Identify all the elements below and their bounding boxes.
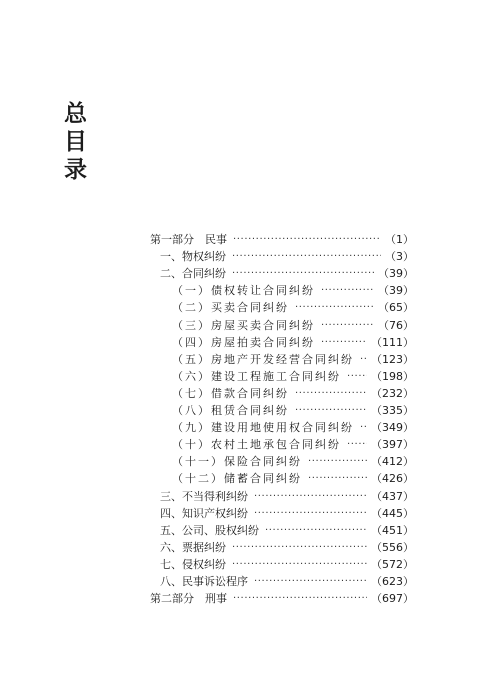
- toc-dot-leader: [233, 591, 367, 607]
- toc-entry-page: （65）: [378, 301, 414, 315]
- toc-entry[interactable]: [160, 489, 414, 505]
- toc-dot-leader: [308, 471, 367, 487]
- toc-dot-leader: [308, 454, 367, 470]
- toc-entry-title: （四）房屋拍卖合同纠纷: [172, 335, 315, 349]
- toc-entry-title: （十一）保险合同纠纷: [172, 455, 302, 469]
- toc-dot-leader: [295, 386, 367, 402]
- toc-entry-title: 六、票据纠纷: [160, 540, 226, 554]
- toc-entry[interactable]: [172, 471, 414, 487]
- toc-entry-title: 四、知识产权纠纷: [160, 506, 248, 520]
- toc-dot-leader: [360, 420, 367, 436]
- toc-entry-title: （十）农村土地承包合同纠纷: [172, 438, 341, 452]
- toc-entry[interactable]: [160, 540, 414, 556]
- toc-dot-leader: [232, 266, 374, 282]
- toc-entry-page: （39）: [378, 267, 414, 281]
- toc-entry[interactable]: [172, 335, 414, 351]
- toc-entry-page: （123）: [371, 352, 414, 366]
- toc-entry-page: （572）: [371, 557, 414, 571]
- toc-entry[interactable]: [150, 591, 414, 607]
- toc-entry-page: （426）: [371, 472, 414, 486]
- toc-entry[interactable]: [172, 352, 414, 368]
- toc-dot-leader: [233, 232, 381, 248]
- toc-entry-title: 二、合同纠纷: [160, 267, 226, 281]
- toc-dot-leader: [347, 369, 367, 385]
- toc-entry-title: 第一部分 民事: [150, 233, 227, 246]
- toc-entry-title: （三）房屋买卖合同纠纷: [172, 318, 315, 332]
- toc-entry[interactable]: [172, 454, 414, 470]
- toc-entry[interactable]: [160, 523, 414, 539]
- toc-entry-page: （335）: [371, 404, 414, 417]
- toc-entry[interactable]: [160, 506, 414, 522]
- toc-entry-page: （697）: [371, 592, 414, 606]
- toc-dot-leader: [254, 574, 367, 590]
- toc-dot-leader: [347, 437, 367, 453]
- toc-entry-title: （二）买卖合同纠纷: [172, 301, 289, 315]
- toc-entry-title: （九）建设用地使用权合同纠纷: [172, 421, 354, 435]
- toc-entry[interactable]: [172, 386, 414, 402]
- toc-entry[interactable]: [172, 283, 414, 299]
- toc-dot-leader: [295, 300, 374, 316]
- toc-entry[interactable]: [172, 300, 414, 316]
- toc-entry-title: （八）租赁合同纠纷: [172, 404, 289, 417]
- page-title: 总 目 录: [64, 100, 87, 183]
- toc-dot-leader: [295, 403, 367, 419]
- toc-dot-leader: [232, 249, 381, 265]
- toc-entry-page: （412）: [371, 455, 414, 469]
- toc-entry-page: （232）: [371, 386, 414, 400]
- toc-entry-page: （39）: [378, 284, 414, 298]
- toc-entry-title: 五、公司、股权纠纷: [160, 523, 259, 537]
- toc-dot-leader: [321, 283, 374, 299]
- toc-entry-title: 三、不当得利纠纷: [160, 489, 248, 503]
- toc-dot-leader: [321, 318, 374, 334]
- toc-entry-page: （397）: [371, 438, 414, 452]
- toc-entry-page: （349）: [371, 421, 414, 435]
- toc-entry[interactable]: [160, 574, 414, 590]
- toc-entry-page: （111）: [371, 335, 414, 349]
- toc-dot-leader: [254, 489, 367, 505]
- toc-dot-leader: [232, 540, 367, 556]
- toc-entry[interactable]: [172, 420, 414, 436]
- toc-dot-leader: [360, 352, 367, 368]
- toc-entry-page: （623）: [371, 575, 414, 588]
- toc-entry[interactable]: [172, 437, 414, 453]
- toc-entry-page: （556）: [371, 540, 414, 554]
- toc-entry[interactable]: [172, 369, 414, 385]
- toc-entry-title: 八、民事诉讼程序: [160, 575, 248, 588]
- toc-dot-leader: [321, 335, 367, 351]
- toc-entry-title: （六）建设工程施工合同纠纷: [172, 369, 341, 383]
- toc-entry-page: （1）: [385, 233, 414, 246]
- toc-entry[interactable]: [160, 557, 414, 573]
- toc-entry[interactable]: [172, 403, 414, 419]
- toc-entry-title: （一）债权转让合同纠纷: [172, 284, 315, 298]
- toc-entry[interactable]: [160, 249, 414, 265]
- toc-entry-title: 七、侵权纠纷: [160, 557, 226, 571]
- toc-entry[interactable]: [150, 232, 414, 248]
- toc-entry-page: （445）: [371, 506, 414, 520]
- toc-dot-leader: [232, 557, 367, 573]
- toc-entry-title: 第二部分 刑事: [150, 592, 227, 606]
- toc-entry-page: （451）: [371, 523, 414, 537]
- toc-entry-page: （198）: [371, 369, 414, 383]
- toc-entry-title: 一、物权纠纷: [160, 250, 226, 264]
- toc-dot-leader: [265, 523, 367, 539]
- toc-entry[interactable]: [160, 266, 414, 282]
- toc-entry-page: （76）: [378, 318, 414, 332]
- toc-dot-leader: [254, 506, 367, 522]
- toc-entry-page: （3）: [385, 250, 414, 264]
- toc-entry-title: （七）借款合同纠纷: [172, 386, 289, 400]
- toc-entry-page: （437）: [371, 489, 414, 503]
- toc-entry[interactable]: [172, 318, 414, 334]
- toc-entry-title: （十二）储蓄合同纠纷: [172, 472, 302, 486]
- toc-entry-title: （五）房地产开发经营合同纠纷: [172, 352, 354, 366]
